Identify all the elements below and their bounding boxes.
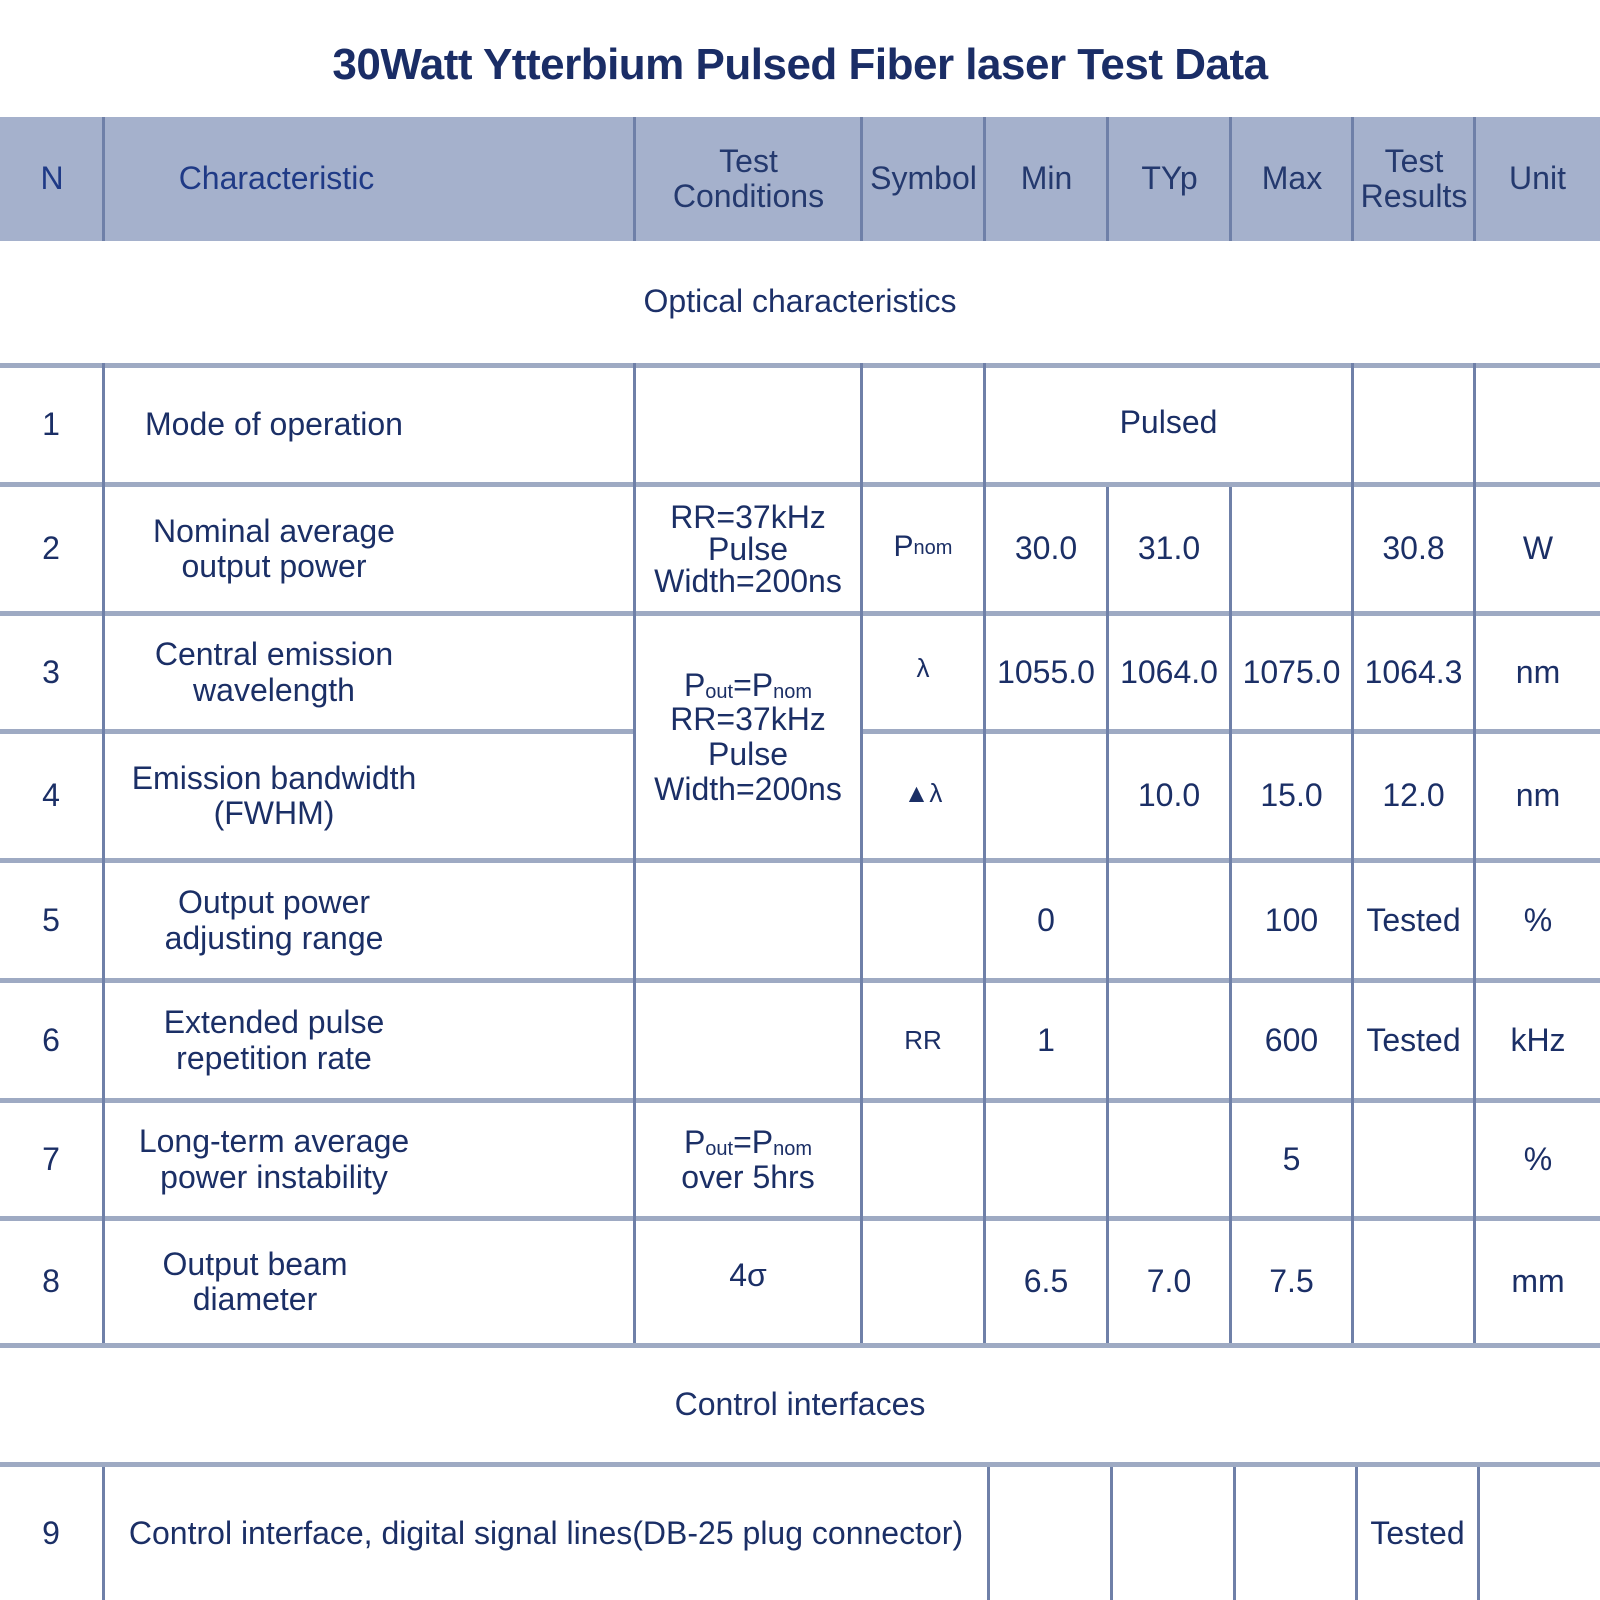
- divider: [1351, 117, 1354, 241]
- row-5-typ: [1109, 863, 1229, 978]
- section-optical: Optical characteristics: [643, 283, 957, 320]
- row-8-max: 7.5: [1269, 1263, 1314, 1300]
- row-3-min: 1055.0: [997, 653, 1095, 690]
- header-symbol: Symbol: [870, 160, 977, 197]
- cond-eq: =P: [733, 1123, 774, 1160]
- row-3-max: 1075.0: [1242, 653, 1341, 690]
- cond-line: Pulse: [707, 736, 789, 772]
- row-6-typ: [1109, 983, 1229, 1098]
- row-8-n: 8: [42, 1263, 60, 1300]
- cond-line: Width=200ns: [654, 770, 842, 807]
- header-n: N: [40, 160, 64, 197]
- header-typ: TYp: [1141, 160, 1198, 197]
- divider: [860, 117, 863, 241]
- row-7-characteristic: Long-term average power instability: [138, 1123, 410, 1195]
- row-4-min: [986, 734, 1106, 858]
- row-8-characteristic: Output beam diameter: [162, 1245, 348, 1317]
- row-4-result: 12.0: [1382, 777, 1445, 814]
- row-3-characteristic: Central emission wavelength: [154, 636, 394, 708]
- row-4-unit: nm: [1515, 777, 1561, 814]
- divider: [1229, 117, 1232, 241]
- row-8-min: 6.5: [1023, 1263, 1069, 1300]
- page-title: 30Watt Ytterbium Pulsed Fiber laser Test Data: [332, 40, 1268, 89]
- divider: [102, 117, 105, 241]
- cond-line: RR=37kHz: [670, 701, 826, 738]
- row-2-cond-line: RR=37kHz: [670, 499, 826, 535]
- cond-line: over 5hrs: [681, 1158, 815, 1195]
- divider: [987, 1467, 990, 1600]
- row-2-result: 30.8: [1382, 530, 1445, 567]
- row-3-typ: 1064.0: [1120, 653, 1218, 690]
- row-2-cond-line: Pulse: [707, 531, 789, 567]
- divider: [1477, 1467, 1480, 1600]
- row-2-unit: W: [1522, 530, 1554, 567]
- header-unit: Unit: [1509, 160, 1566, 197]
- row-8-typ: 7.0: [1146, 1263, 1192, 1300]
- cond-subscript: nom: [773, 680, 813, 703]
- row-1-mode-value: Pulsed: [1119, 404, 1218, 441]
- section-control: Control interfaces: [674, 1386, 926, 1423]
- row-3-symbol: λ: [916, 652, 930, 683]
- row-9-result: Tested: [1370, 1514, 1465, 1551]
- cond-base: P: [683, 1123, 706, 1160]
- row-4-typ: 10.0: [1137, 777, 1201, 814]
- row-3-unit: nm: [1515, 653, 1561, 690]
- cond-subscript: out: [705, 1137, 734, 1160]
- cond-line: [684, 1125, 812, 1160]
- header-test-results: Test Results: [1360, 142, 1468, 214]
- divider: [1233, 1467, 1236, 1600]
- divider: [1473, 117, 1476, 241]
- cond-line: [684, 668, 812, 703]
- row-2-characteristic: Nominal average output power: [153, 512, 395, 584]
- row-7-n: 7: [42, 1140, 60, 1177]
- row-5-unit: %: [1523, 901, 1553, 938]
- header-min: Min: [1020, 160, 1073, 197]
- row-4-symbol: ▲λ: [903, 777, 943, 808]
- row-7-unit: %: [1523, 1140, 1553, 1177]
- row-6-symbol: RR: [904, 1025, 942, 1056]
- row-5-max: 100: [1264, 901, 1319, 938]
- row-6-min: 1: [1037, 1021, 1055, 1058]
- row-2-test-conditions: [636, 487, 860, 611]
- row-2-symbol: [863, 487, 983, 605]
- row-5-result: Tested: [1366, 901, 1461, 938]
- cond-base: P: [683, 666, 706, 703]
- symbol-subscript: nom: [913, 537, 953, 559]
- row-8-test-conditions: 4σ: [729, 1257, 767, 1294]
- row-8-unit: mm: [1511, 1263, 1565, 1300]
- row-4-characteristic: Emission bandwidth (FWHM): [131, 759, 417, 831]
- row-1-characteristic: Mode of operation: [145, 406, 403, 443]
- row-1-n: 1: [42, 406, 60, 443]
- row-2-max: [1232, 487, 1351, 611]
- row-6-unit: kHz: [1510, 1021, 1566, 1058]
- cond-eq: =P: [733, 666, 774, 703]
- row-6-n: 6: [42, 1021, 60, 1058]
- row-7-test-conditions: [636, 1103, 860, 1216]
- header-max: Max: [1261, 160, 1323, 197]
- row-5-min: 0: [1037, 901, 1055, 938]
- divider: [1106, 117, 1109, 241]
- rows-3-4-test-conditions: [636, 616, 860, 858]
- row-9-n: 9: [42, 1514, 60, 1551]
- divider: [1110, 1467, 1113, 1600]
- row-3-result: 1064.3: [1364, 653, 1463, 690]
- row-7-max: 5: [1282, 1140, 1301, 1177]
- row-5-characteristic: Output power adjusting range: [164, 884, 384, 956]
- divider: [983, 117, 986, 241]
- row-4-max: 15.0: [1260, 777, 1323, 814]
- row-4-n: 4: [42, 777, 60, 814]
- row-9-characteristic: Control interface, digital signal lines(DB-25 plug connector): [128, 1514, 964, 1551]
- divider: [633, 117, 636, 241]
- row-2-cond-line: Width=200ns: [654, 563, 842, 599]
- row-6-characteristic: Extended pulse repetition rate: [163, 1004, 385, 1076]
- row-6-max: 600: [1264, 1021, 1319, 1058]
- header-characteristic: Characteristic: [178, 160, 375, 197]
- row-2-n: 2: [42, 530, 60, 567]
- row-3-n: 3: [42, 653, 60, 690]
- row-2-typ: 31.0: [1137, 530, 1201, 567]
- symbol-base: P: [893, 529, 914, 563]
- row-5-n: 5: [42, 901, 60, 938]
- row-2-min: 30.0: [1014, 530, 1078, 567]
- cond-subscript: out: [705, 680, 734, 703]
- cond-subscript: nom: [773, 1137, 813, 1160]
- row-6-result: Tested: [1366, 1021, 1461, 1058]
- header-test-conditions: Test Conditions: [672, 142, 825, 214]
